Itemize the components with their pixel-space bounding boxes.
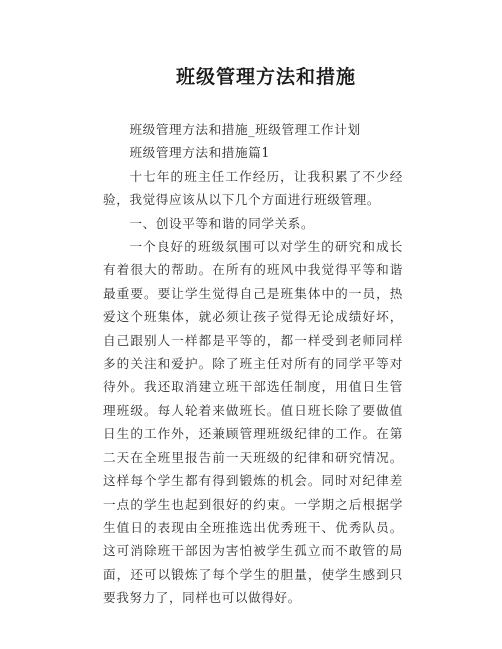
document-body xyxy=(103,118,403,610)
section-heading: 一、创设平等和谐的同学关系。 xyxy=(129,215,315,231)
document-title: 班级管理方法和措施 xyxy=(175,66,356,88)
body-paragraph: 一个良好的班级氛围可以对学生的研究和成长有着很大的帮助。在所有的班风中我觉得平等和谐最重要。要让学生觉得自己是班集体中的一员，热爱这个班集体，就必须让孩子觉得无论成绩好坏，自己跟别人一样都是平等的，都一样受到老师同样多的关注和爱护。除了班主任对所有的同学平等对待外。我还取消建立班干部选任制度，用值日生管理班级。每人轮着来做班长。值日班长除了要做值日生的工作外，还兼顾管理班级纪律的工作。在第二天在全班里报告前一天班级的纪律和研究情况。这样每个学生都有得到锻炼的机会。同时对纪律差一点的学生也起到很好的约束。一学期之后根据学生值日的表现由全班推选出优秀班干、优秀队员。这可消除班干部因为害怕被学生孤立而不敢管的局面，还可以锻炼了每个学生的胆量，使学生感到只要我努力了，同样也可以做得好。 xyxy=(103,239,403,606)
body-paragraph: 十七年的班主任工作经历，让我积累了不少经验，我觉得应该从以下几个方面进行班级管理。 xyxy=(103,168,403,208)
section-heading: 班级管理方法和措施篇1 xyxy=(129,145,271,161)
subtitle-line: 班级管理方法和措施_班级管理工作计划 xyxy=(129,122,361,137)
